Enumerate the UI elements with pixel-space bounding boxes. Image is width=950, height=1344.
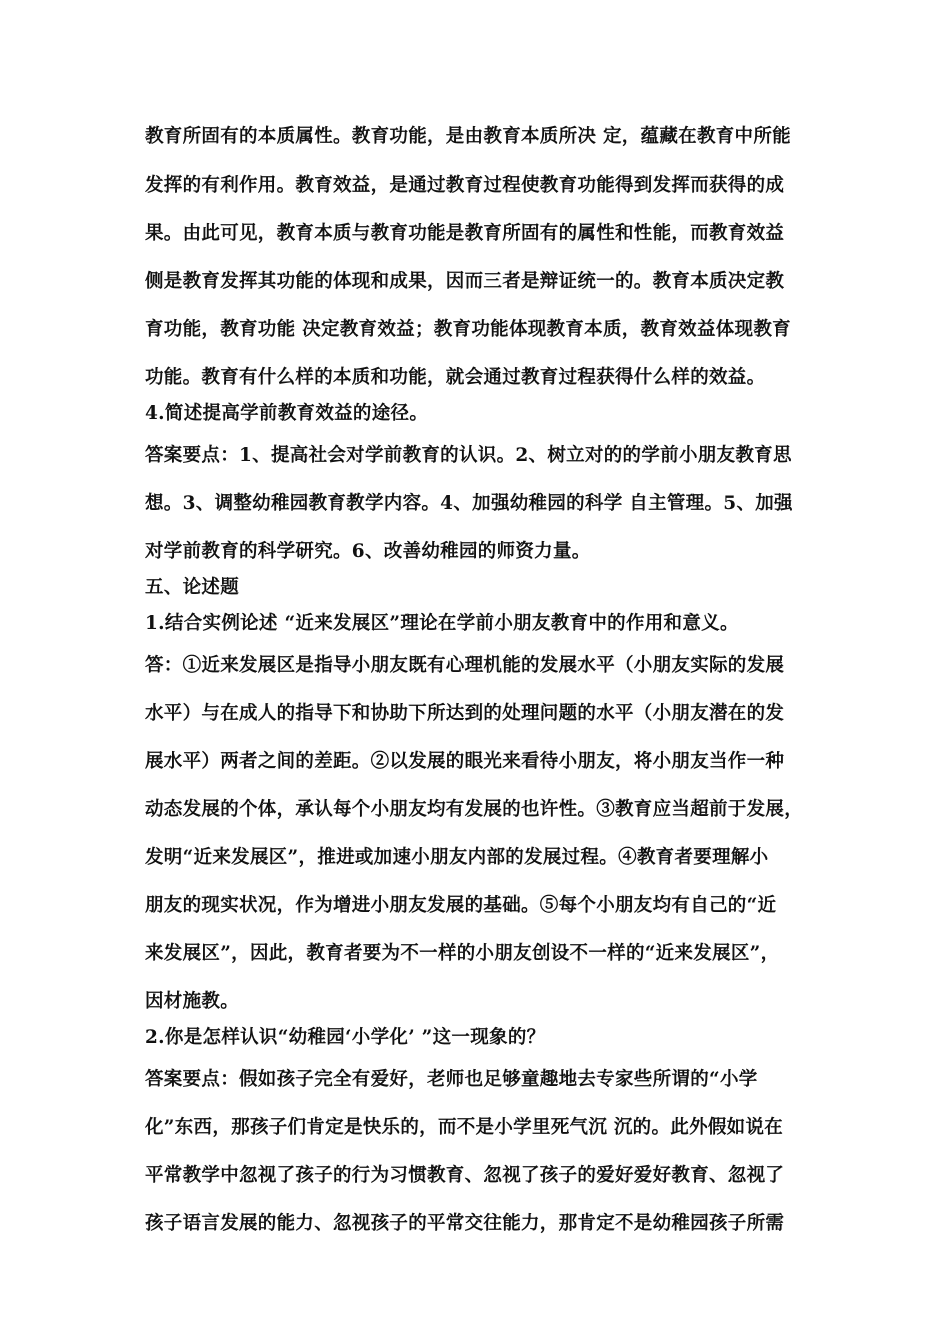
- text-line: 朋友的现实状况，作为增进小朋友发展的基础。⑤每个小朋友均有自己的“近: [145, 895, 777, 916]
- text-line: 动态发展的个体，承认每个小朋友均有发展的也许性。③教育应当超前于发展，: [145, 799, 804, 820]
- text-line: 来发展区”，因此，教育者要为不一样的小朋友创设不一样的“近来发展区”，: [145, 943, 780, 964]
- question-heading: 2.你是怎样认识“幼稚园‘小学化’ ”这一现象的？: [145, 1027, 546, 1048]
- question-heading: 1.结合实例论述 “近来发展区”理论在学前小朋友教育中的作用和意义。: [145, 613, 739, 634]
- text-line: 水平）与在成人的指导下和协助下所达到的处理问题的水平（小朋友潜在的发: [145, 703, 785, 724]
- text-line: 答案要点：1、提高社会对学前教育的认识。2、树立对的的学前小朋友教育思: [145, 445, 792, 466]
- text-line: 答案要点：假如孩子完全有爱好，老师也足够童趣地去专家些所谓的“小学: [145, 1069, 758, 1090]
- text-line: 育功能，教育功能 决定教育效益；教育功能体现教育本质，教育效益体现教育: [145, 319, 791, 340]
- text-line: 发明“近来发展区”，推进或加速小朋友内部的发展过程。④教育者要理解小: [145, 847, 769, 868]
- text-line: 孩子语言发展的能力、忽视孩子的平常交往能力，那肯定不是幼稚园孩子所需: [145, 1213, 785, 1234]
- text-line: 侧是教育发挥其功能的体现和成果，因而三者是辩证统一的。教育本质决定教: [145, 271, 785, 292]
- text-line: 化”东西，那孩子们肯定是快乐的，而不是小学里死气沉 沉的。此外假如说在: [145, 1117, 784, 1138]
- text-line: 因材施教。: [145, 991, 240, 1012]
- text-line: 平常教学中忽视了孩子的行为习惯教育、忽视了孩子的爱好爱好教育、忽视了: [145, 1165, 785, 1186]
- section-heading: 五、论述题: [145, 577, 240, 598]
- text-line: 果。由此可见，教育本质与教育功能是教育所固有的属性和性能，而教育效益: [145, 223, 785, 244]
- text-line: 答：①近来发展区是指导小朋友既有心理机能的发展水平（小朋友实际的发展: [145, 655, 785, 676]
- text-line: 对学前教育的科学研究。6、改善幼稚园的师资力量。: [145, 541, 591, 562]
- text-line: 发挥的有利作用。教育效益，是通过教育过程使教育功能得到发挥而获得的成: [145, 175, 785, 196]
- text-line: 展水平）两者之间的差距。②以发展的眼光来看待小朋友，将小朋友当作一种: [145, 751, 785, 772]
- question-heading: 4.简述提高学前教育效益的途径。: [145, 403, 429, 424]
- text-line: 功能。教育有什么样的本质和功能，就会通过教育过程获得什么样的效益。: [145, 367, 766, 388]
- text-line: 教育所固有的本质属性。教育功能，是由教育本质所决 定，蕴藏在教育中所能: [145, 126, 791, 147]
- text-line: 想。3、调整幼稚园教育教学内容。4、加强幼稚园的科学 自主管理。5、加强: [145, 493, 793, 514]
